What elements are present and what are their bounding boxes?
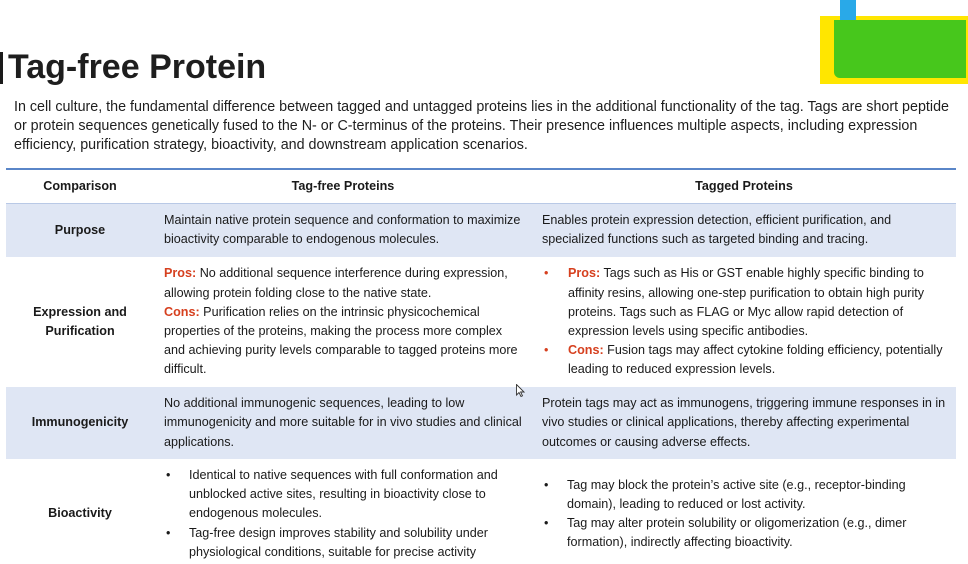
- cons-label: Cons:: [568, 343, 604, 358]
- page-title: Tag-free Protein: [8, 48, 267, 86]
- row-label-bioactivity: Bioactivity: [48, 506, 112, 521]
- table-row-immunogenicity: [6, 387, 956, 459]
- cons-text: Fusion tags may affect cytokine folding efficiency, potentially leading to reduced expression levels.: [568, 343, 943, 377]
- cons-label: Cons:: [164, 304, 200, 319]
- list-item: • Tag may block the protein’s active site (e.g., receptor-binding domain), leading to reduced or lost activity.: [542, 476, 946, 514]
- list-item: [542, 264, 946, 341]
- comparison-table: [6, 168, 956, 564]
- expression-tagged-list: [542, 264, 946, 379]
- expression-tagged: [532, 257, 956, 387]
- pros-text: Tags such as His or GST enable highly specific binding to affinity resins, allowing one-step purification to obtain high purity proteins. Tags such as FLAG or Myc allow rapid detection of expression levels using specific antibodies.: [568, 266, 925, 338]
- logo-green-extension: [920, 24, 966, 54]
- immunogenicity-tagged: Protein tags may act as immunogens, triggering immune responses in in vivo studies or clinical applications, thereby affecting experimental outcomes or causing adverse effects.: [532, 387, 956, 459]
- table-row-expression: [6, 257, 956, 387]
- mouse-cursor-icon: [516, 384, 525, 397]
- list-item: • Identical to native sequences with full conformation and unblocked active sites, resulting in bioactivity close to endogenous molecules.: [164, 466, 522, 524]
- row-label-expression: Expression and Purification: [33, 304, 127, 338]
- bioactivity-tagged: [532, 459, 956, 564]
- list-item: • Tag may alter protein solubility or oligomerization (e.g., dimer formation), indirectly affecting bioactivity.: [542, 514, 946, 552]
- intro-paragraph: In cell culture, the fundamental difference between tagged and untagged proteins lies in the additional functionality of the tag. Tags are short peptide or protein sequences genetically fused to the N- or C-terminus of the proteins. Their presence influences multiple aspects, including expression efficiency, purification strategy, bioactivity, and downstream application scenarios.: [14, 99, 949, 153]
- title-accent-bar: [0, 52, 3, 84]
- expression-tag-free-pros: [164, 264, 522, 302]
- bioactivity-tag-free: [154, 459, 532, 564]
- header-comparison: Comparison: [6, 169, 154, 203]
- bioactivity-tag-free-list: [164, 466, 522, 562]
- header-tagged: Tagged Proteins: [532, 169, 956, 203]
- purpose-tagged: Enables protein expression detection, efficient purification, and specialized functions such as targeted binding and tracing.: [532, 203, 956, 257]
- list-item: • Tag-free design improves stability and solubility under physiological conditions, suitable for precise activity: [164, 524, 522, 562]
- table-header-row: [6, 169, 956, 203]
- pros-label: Pros:: [568, 266, 601, 281]
- list-item: [542, 341, 946, 379]
- immunogenicity-tag-free: No additional immunogenic sequences, leading to low immunogenicity and more suitable for in vivo studies and clinical applications.: [154, 387, 532, 459]
- pros-label: Pros:: [164, 266, 197, 281]
- expression-tag-free: [154, 257, 532, 387]
- row-label-purpose: Purpose: [6, 203, 154, 257]
- row-label-immunogenicity: Immunogenicity: [6, 387, 154, 459]
- bioactivity-tagged-list: [542, 476, 946, 553]
- cons-text: Purification relies on the intrinsic physicochemical properties of the proteins, making the process more complex and achieving purity levels comparable to tagged proteins more difficult.: [164, 304, 518, 377]
- brand-logo-icon: [820, 0, 968, 84]
- table-row-purpose: [6, 203, 956, 257]
- pros-text: No additional sequence interference during expression, allowing protein folding close to the native state.: [164, 266, 508, 300]
- expression-tag-free-cons: [164, 303, 522, 380]
- table-row-bioactivity: [6, 459, 956, 564]
- purpose-tag-free: Maintain native protein sequence and conformation to maximize bioactivity comparable to endogenous molecules.: [154, 203, 532, 257]
- header-tag-free: Tag-free Proteins: [154, 169, 532, 203]
